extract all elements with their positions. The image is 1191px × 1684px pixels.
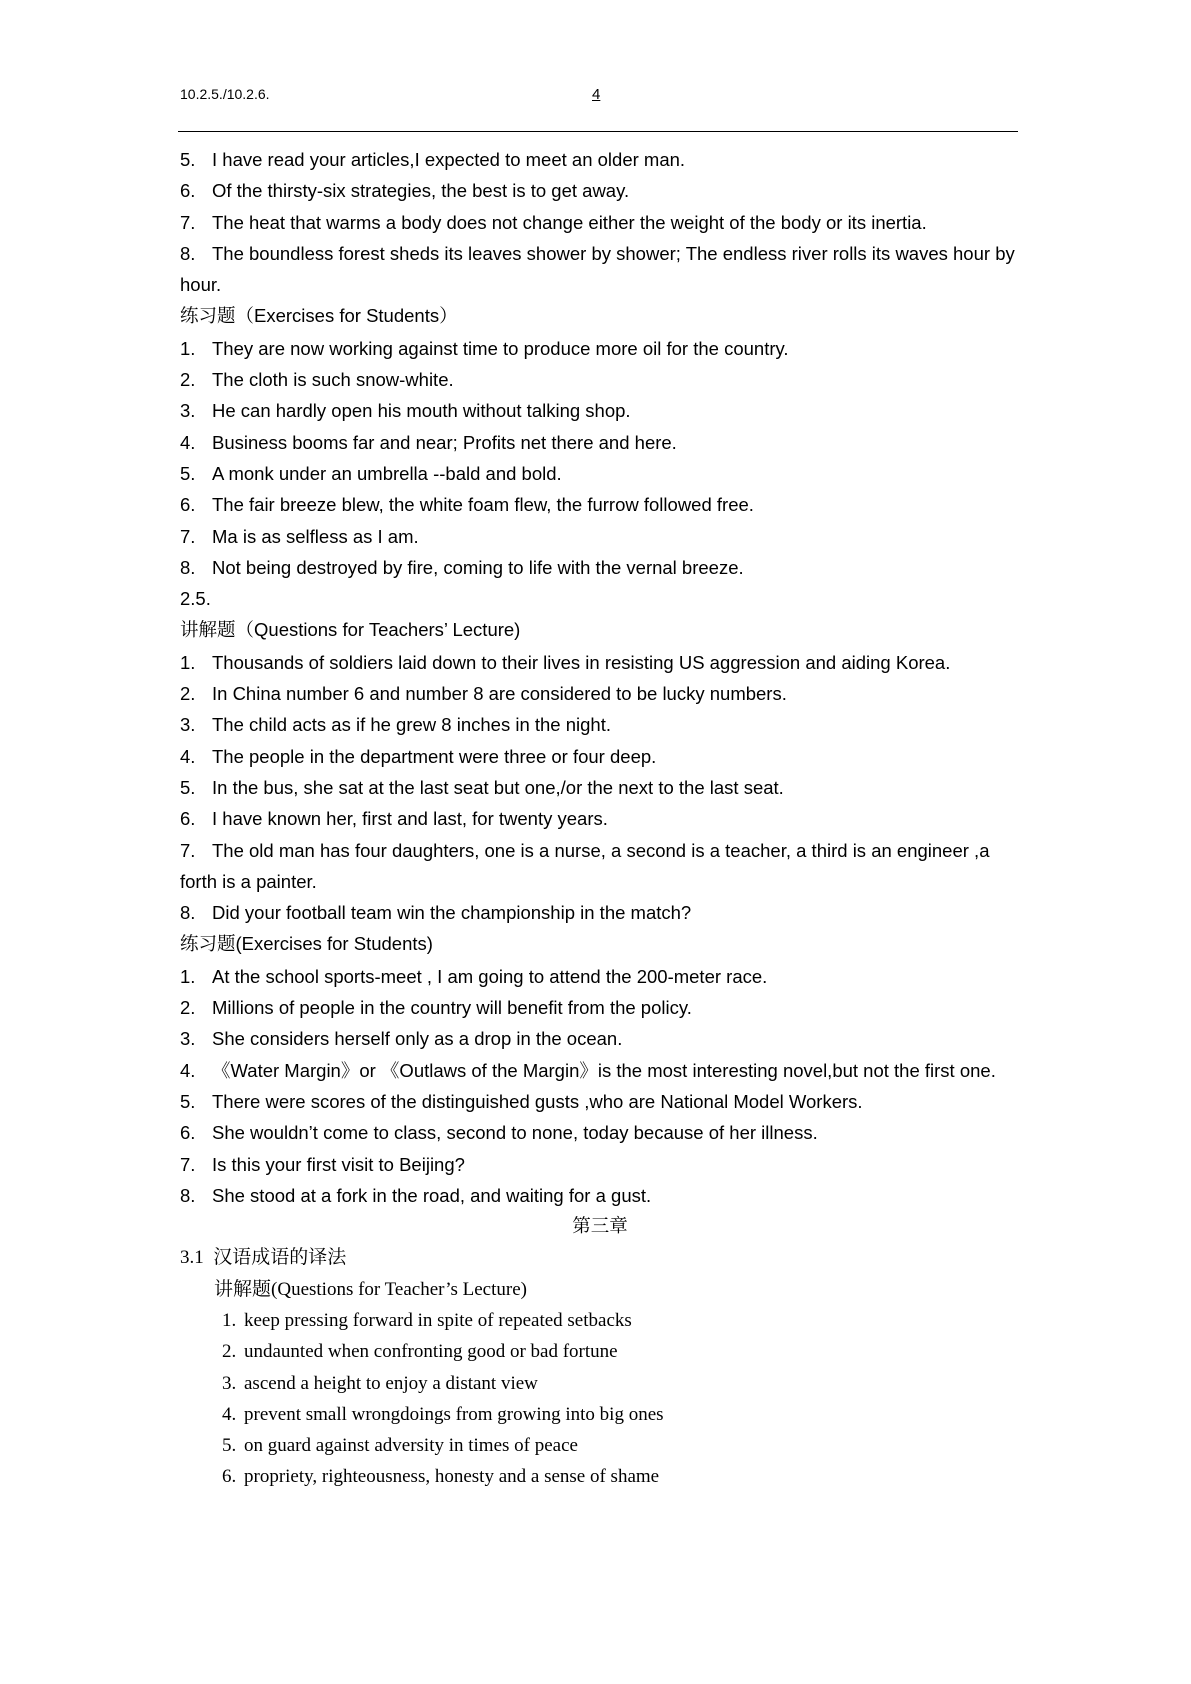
list-item: [180, 992, 1020, 1023]
item-number: 6.: [180, 494, 196, 516]
item-text: She considers herself only as a drop in the ocean.: [212, 1028, 623, 1050]
item-text: I have known her, first and last, for twenty years.: [212, 808, 608, 830]
item-number: 2.: [222, 1341, 237, 1363]
heading-en: （Questions for Teachers’ Lecture): [235, 619, 521, 641]
list-item: [180, 741, 1020, 772]
list-item: [180, 1180, 1020, 1211]
item-text: Is this your first visit to Beijing?: [212, 1153, 465, 1175]
section-heading: [180, 1242, 1020, 1273]
item-text: In China number 6 and number 8 are considered to be lucky numbers.: [212, 683, 787, 705]
heading-en: (Exercises for Students): [235, 933, 433, 955]
heading-en: （Exercises for Students）: [235, 305, 458, 327]
list-item: [180, 458, 1020, 489]
item-number: 3.: [180, 400, 196, 422]
item-number: 8.: [180, 242, 196, 264]
list-item: [180, 395, 1020, 426]
list-item: [180, 1086, 1020, 1117]
item-number: 6.: [180, 1122, 196, 1144]
heading-cn: 讲解题: [180, 620, 236, 642]
list-item: [180, 552, 1020, 583]
list-item: [180, 207, 1020, 238]
list-item: [222, 1399, 1020, 1430]
list-item: [180, 238, 1020, 301]
header-section-ref: 10.2.5./10.2.6.: [180, 86, 270, 102]
section-heading-number: 3.1: [180, 1247, 204, 1269]
list-item: [180, 144, 1020, 175]
item-text: Ma is as selfless as I am.: [212, 525, 419, 547]
item-text: propriety, righteousness, honesty and a sense of shame: [244, 1466, 660, 1488]
list-item: [180, 1149, 1020, 1180]
section-heading-title: 汉语成语的译法: [213, 1246, 347, 1269]
item-number: 6.: [180, 808, 196, 830]
heading-en: (Questions for Teacher’s Lecture): [271, 1278, 527, 1300]
item-number: 3.: [222, 1372, 237, 1394]
item-text: They are now working against time to produce more oil for the country.: [212, 337, 789, 359]
item-text: keep pressing forward in spite of repeated setbacks: [244, 1309, 632, 1331]
list-item: [180, 1055, 1020, 1086]
item-number: 1.: [180, 965, 196, 987]
item-text: ascend a height to enjoy a distant view: [244, 1372, 538, 1394]
item-text: He can hardly open his mouth without talking shop.: [212, 400, 631, 422]
list-item: [180, 678, 1020, 709]
document-body: [180, 144, 1020, 1493]
item-number: 2.: [180, 683, 196, 705]
list-item: [180, 364, 1020, 395]
item-number: 4.: [222, 1403, 237, 1425]
item-text: The heat that warms a body does not change either the weight of the body or its inertia.: [212, 211, 927, 233]
item-number: 4.: [180, 745, 196, 767]
item-number: 8.: [180, 1184, 196, 1206]
list-item: [180, 489, 1020, 520]
heading-cn: 讲解题: [214, 1277, 272, 1300]
exercises-heading: [180, 300, 1020, 332]
header-page-number: 4: [592, 86, 601, 103]
exercises-list: [180, 961, 1020, 1211]
item-number: 5.: [180, 149, 196, 170]
list-item: [180, 897, 1020, 928]
item-text: Millions of people in the country will benefit from the policy.: [212, 997, 692, 1019]
item-number: 6.: [180, 180, 196, 202]
item-number: 4.: [180, 1059, 196, 1081]
exercises-heading: [180, 928, 1020, 960]
list-item: [180, 1117, 1020, 1148]
item-text: Did your football team win the championship in the match?: [212, 902, 692, 924]
item-text: She stood at a fork in the road, and waiting for a gust.: [212, 1184, 652, 1206]
item-text: Thousands of soldiers laid down to their lives in resisting US aggression and aiding Korea.: [212, 651, 951, 673]
item-text: Of the thirsty-six strategies, the best is to get away.: [212, 180, 630, 202]
list-item: [222, 1430, 1020, 1461]
item-number: 1.: [180, 337, 196, 359]
heading-cn: 练习题: [180, 934, 236, 956]
item-text: The boundless forest sheds its leaves shower by shower; The endless river rolls its waves hour by hour.: [180, 242, 1015, 296]
list-item: [180, 835, 1020, 898]
item-number: 8.: [180, 902, 196, 924]
list-item: [222, 1461, 1020, 1492]
item-text: 《Water Margin》or 《Outlaws of the Margin》is the most interesting novel,but not the first one.: [212, 1059, 996, 1081]
item-number: 4.: [180, 431, 196, 453]
section-number: 2.5.: [180, 588, 211, 610]
list-item: [180, 709, 1020, 740]
lecture-list: [180, 647, 1020, 929]
item-number: 7.: [180, 1153, 196, 1175]
item-text: Business booms far and near; Profits net there and here.: [212, 431, 677, 453]
item-number: 7.: [180, 211, 196, 233]
list-item: [180, 1023, 1020, 1054]
item-number: 6.: [222, 1466, 237, 1488]
item-number: 5.: [180, 1090, 196, 1112]
item-number: 8.: [180, 556, 196, 578]
list-item: [180, 175, 1020, 206]
item-text: The cloth is such snow-white.: [212, 369, 454, 391]
page-header: [180, 86, 1020, 112]
item-number: 7.: [180, 525, 196, 547]
item-number: 5.: [180, 462, 196, 484]
lecture-heading: [180, 1274, 1020, 1305]
item-text: undaunted when confronting good or bad fortune: [244, 1341, 618, 1363]
item-number: 5.: [222, 1435, 237, 1457]
item-number: 5.: [180, 776, 196, 798]
list-item: [222, 1368, 1020, 1399]
item-text: The people in the department were three or four deep.: [212, 745, 657, 767]
item-text: prevent small wrongdoings from growing into big ones: [244, 1403, 664, 1425]
list-item: [180, 333, 1020, 364]
item-text: The fair breeze blew, the white foam flew, the furrow followed free.: [212, 494, 754, 516]
item-number: 2.: [180, 997, 196, 1019]
lecture-heading: [180, 614, 1020, 646]
list-item: [222, 1336, 1020, 1367]
item-text: At the school sports-meet , I am going to attend the 200-meter race.: [212, 965, 768, 987]
header-rule: [178, 131, 1018, 132]
continued-list: [180, 144, 1020, 300]
list-item: [180, 772, 1020, 803]
item-number: 1.: [180, 651, 196, 673]
item-text: on guard against adversity in times of peace: [244, 1435, 578, 1457]
list-item: [180, 803, 1020, 834]
item-text: Not being destroyed by fire, coming to life with the vernal breeze.: [212, 556, 744, 578]
item-text: In the bus, she sat at the last seat but one,/or the next to the last seat.: [212, 776, 784, 798]
item-number: 2.: [180, 369, 196, 391]
exercises-list: [180, 333, 1020, 583]
item-text: There were scores of the distinguished gusts ,who are National Model Workers.: [212, 1090, 863, 1112]
item-text: I have read your articles,I expected to meet an older man.: [212, 149, 686, 170]
list-item: [180, 427, 1020, 458]
list-item: [180, 647, 1020, 678]
item-number: 3.: [180, 1028, 196, 1050]
item-number: 3.: [180, 714, 196, 736]
item-number: 1.: [222, 1309, 237, 1331]
idiom-list: [180, 1305, 1020, 1493]
list-item: [180, 961, 1020, 992]
item-text: She wouldn’t come to class, second to none, today because of her illness.: [212, 1122, 818, 1144]
item-text: The child acts as if he grew 8 inches in the night.: [212, 714, 611, 736]
list-item: [180, 521, 1020, 552]
list-item: [222, 1305, 1020, 1336]
heading-cn: 练习题: [180, 306, 236, 328]
item-text: The old man has four daughters, one is a nurse, a second is a teacher, a third is an engineer ,a forth is a painter.: [180, 839, 990, 892]
item-number: 7.: [180, 839, 196, 861]
chapter-title: 第三章: [572, 1216, 628, 1238]
item-text: A monk under an umbrella --bald and bold.: [212, 462, 562, 484]
